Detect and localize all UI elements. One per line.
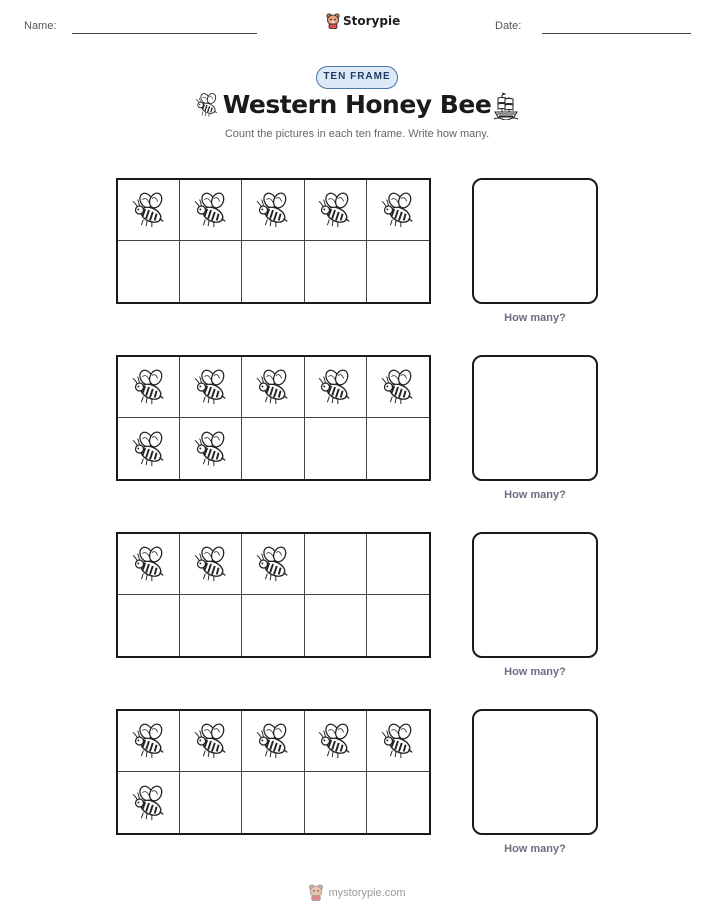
ten-frame-cell — [367, 180, 429, 241]
name-label: Name: — [24, 20, 57, 32]
ten-frame-cell — [180, 241, 242, 302]
bee-icon — [130, 430, 168, 468]
footer-url: mystorypie.com — [328, 886, 406, 899]
ten-frame-cell — [305, 357, 367, 418]
bee-icon — [316, 722, 354, 760]
date-line[interactable] — [542, 33, 691, 34]
ten-frame-cell — [180, 711, 242, 772]
ten-frame-cell — [180, 357, 242, 418]
ten-frame-2 — [116, 355, 431, 481]
ten-frame-cell — [118, 534, 180, 595]
ten-frame-cell — [305, 180, 367, 241]
answer-box-2[interactable] — [472, 355, 598, 481]
bee-icon — [254, 191, 292, 229]
ten-frame-4 — [116, 709, 431, 835]
brand-name: Storypie — [343, 14, 401, 28]
ten-frame-cell — [305, 241, 367, 302]
ten-frame-1 — [116, 178, 431, 304]
bee-icon — [379, 191, 417, 229]
how-many-label-4: How many? — [504, 843, 566, 855]
ten-frame-cell — [367, 241, 429, 302]
page-title: Western Honey Bee — [222, 90, 492, 119]
ten-frame-3 — [116, 532, 431, 658]
name-line[interactable] — [72, 33, 257, 34]
how-many-label-2: How many? — [504, 489, 566, 501]
ten-frame-cell — [242, 595, 304, 656]
ten-frame-cell — [118, 357, 180, 418]
bee-icon — [130, 191, 168, 229]
ten-frame-cell — [305, 534, 367, 595]
ten-frame-cell — [242, 711, 304, 772]
ten-frame-cell — [180, 418, 242, 479]
ten-frame-badge: TEN FRAME — [316, 66, 398, 89]
ten-frame-cell — [180, 180, 242, 241]
bee-icon — [316, 191, 354, 229]
ten-frame-cell — [305, 772, 367, 833]
bee-icon — [130, 545, 168, 583]
bee-icon — [192, 191, 230, 229]
bee-icon — [254, 368, 292, 406]
ten-frame-cell — [367, 711, 429, 772]
ten-frame-cell — [242, 418, 304, 479]
storypie-mascot-icon — [326, 13, 340, 29]
ten-frame-cell — [180, 534, 242, 595]
ten-frame-cell — [367, 772, 429, 833]
bee-icon — [379, 368, 417, 406]
ten-frame-cell — [180, 772, 242, 833]
ten-frame-cell — [305, 595, 367, 656]
bee-icon — [316, 368, 354, 406]
ten-frame-cell — [367, 595, 429, 656]
bee-icon — [192, 430, 230, 468]
how-many-label-1: How many? — [504, 312, 566, 324]
ten-frame-cell — [305, 711, 367, 772]
ten-frame-cell — [118, 711, 180, 772]
answer-box-4[interactable] — [472, 709, 598, 835]
ten-frame-cell — [118, 180, 180, 241]
ten-frame-cell — [242, 180, 304, 241]
ten-frame-cell — [118, 595, 180, 656]
ten-frame-cell — [118, 418, 180, 479]
instructions: Count the pictures in each ten frame. Write how many. — [224, 128, 490, 140]
sailing-ship-icon — [493, 92, 519, 120]
ten-frame-cell — [118, 241, 180, 302]
bee-icon — [379, 722, 417, 760]
bee-icon — [130, 722, 168, 760]
bee-icon — [254, 722, 292, 760]
ten-frame-cell — [367, 357, 429, 418]
ten-frame-cell — [305, 418, 367, 479]
bee-icon — [192, 722, 230, 760]
ten-frame-cell — [367, 534, 429, 595]
date-label: Date: — [495, 20, 522, 32]
answer-box-1[interactable] — [472, 178, 598, 304]
brand-logo — [326, 13, 400, 29]
ten-frame-cell — [367, 418, 429, 479]
storypie-mascot-icon — [308, 884, 324, 901]
answer-box-3[interactable] — [472, 532, 598, 658]
bee-icon — [192, 368, 230, 406]
ten-frame-cell — [242, 241, 304, 302]
ten-frame-cell — [118, 772, 180, 833]
ten-frame-cell — [242, 534, 304, 595]
ten-frame-cell — [180, 595, 242, 656]
footer — [0, 884, 714, 901]
bee-icon — [130, 368, 168, 406]
bee-icon — [192, 545, 230, 583]
ten-frame-cell — [242, 772, 304, 833]
bee-icon — [130, 784, 168, 822]
ten-frame-cell — [242, 357, 304, 418]
bee-icon — [254, 545, 292, 583]
how-many-label-3: How many? — [504, 666, 566, 678]
